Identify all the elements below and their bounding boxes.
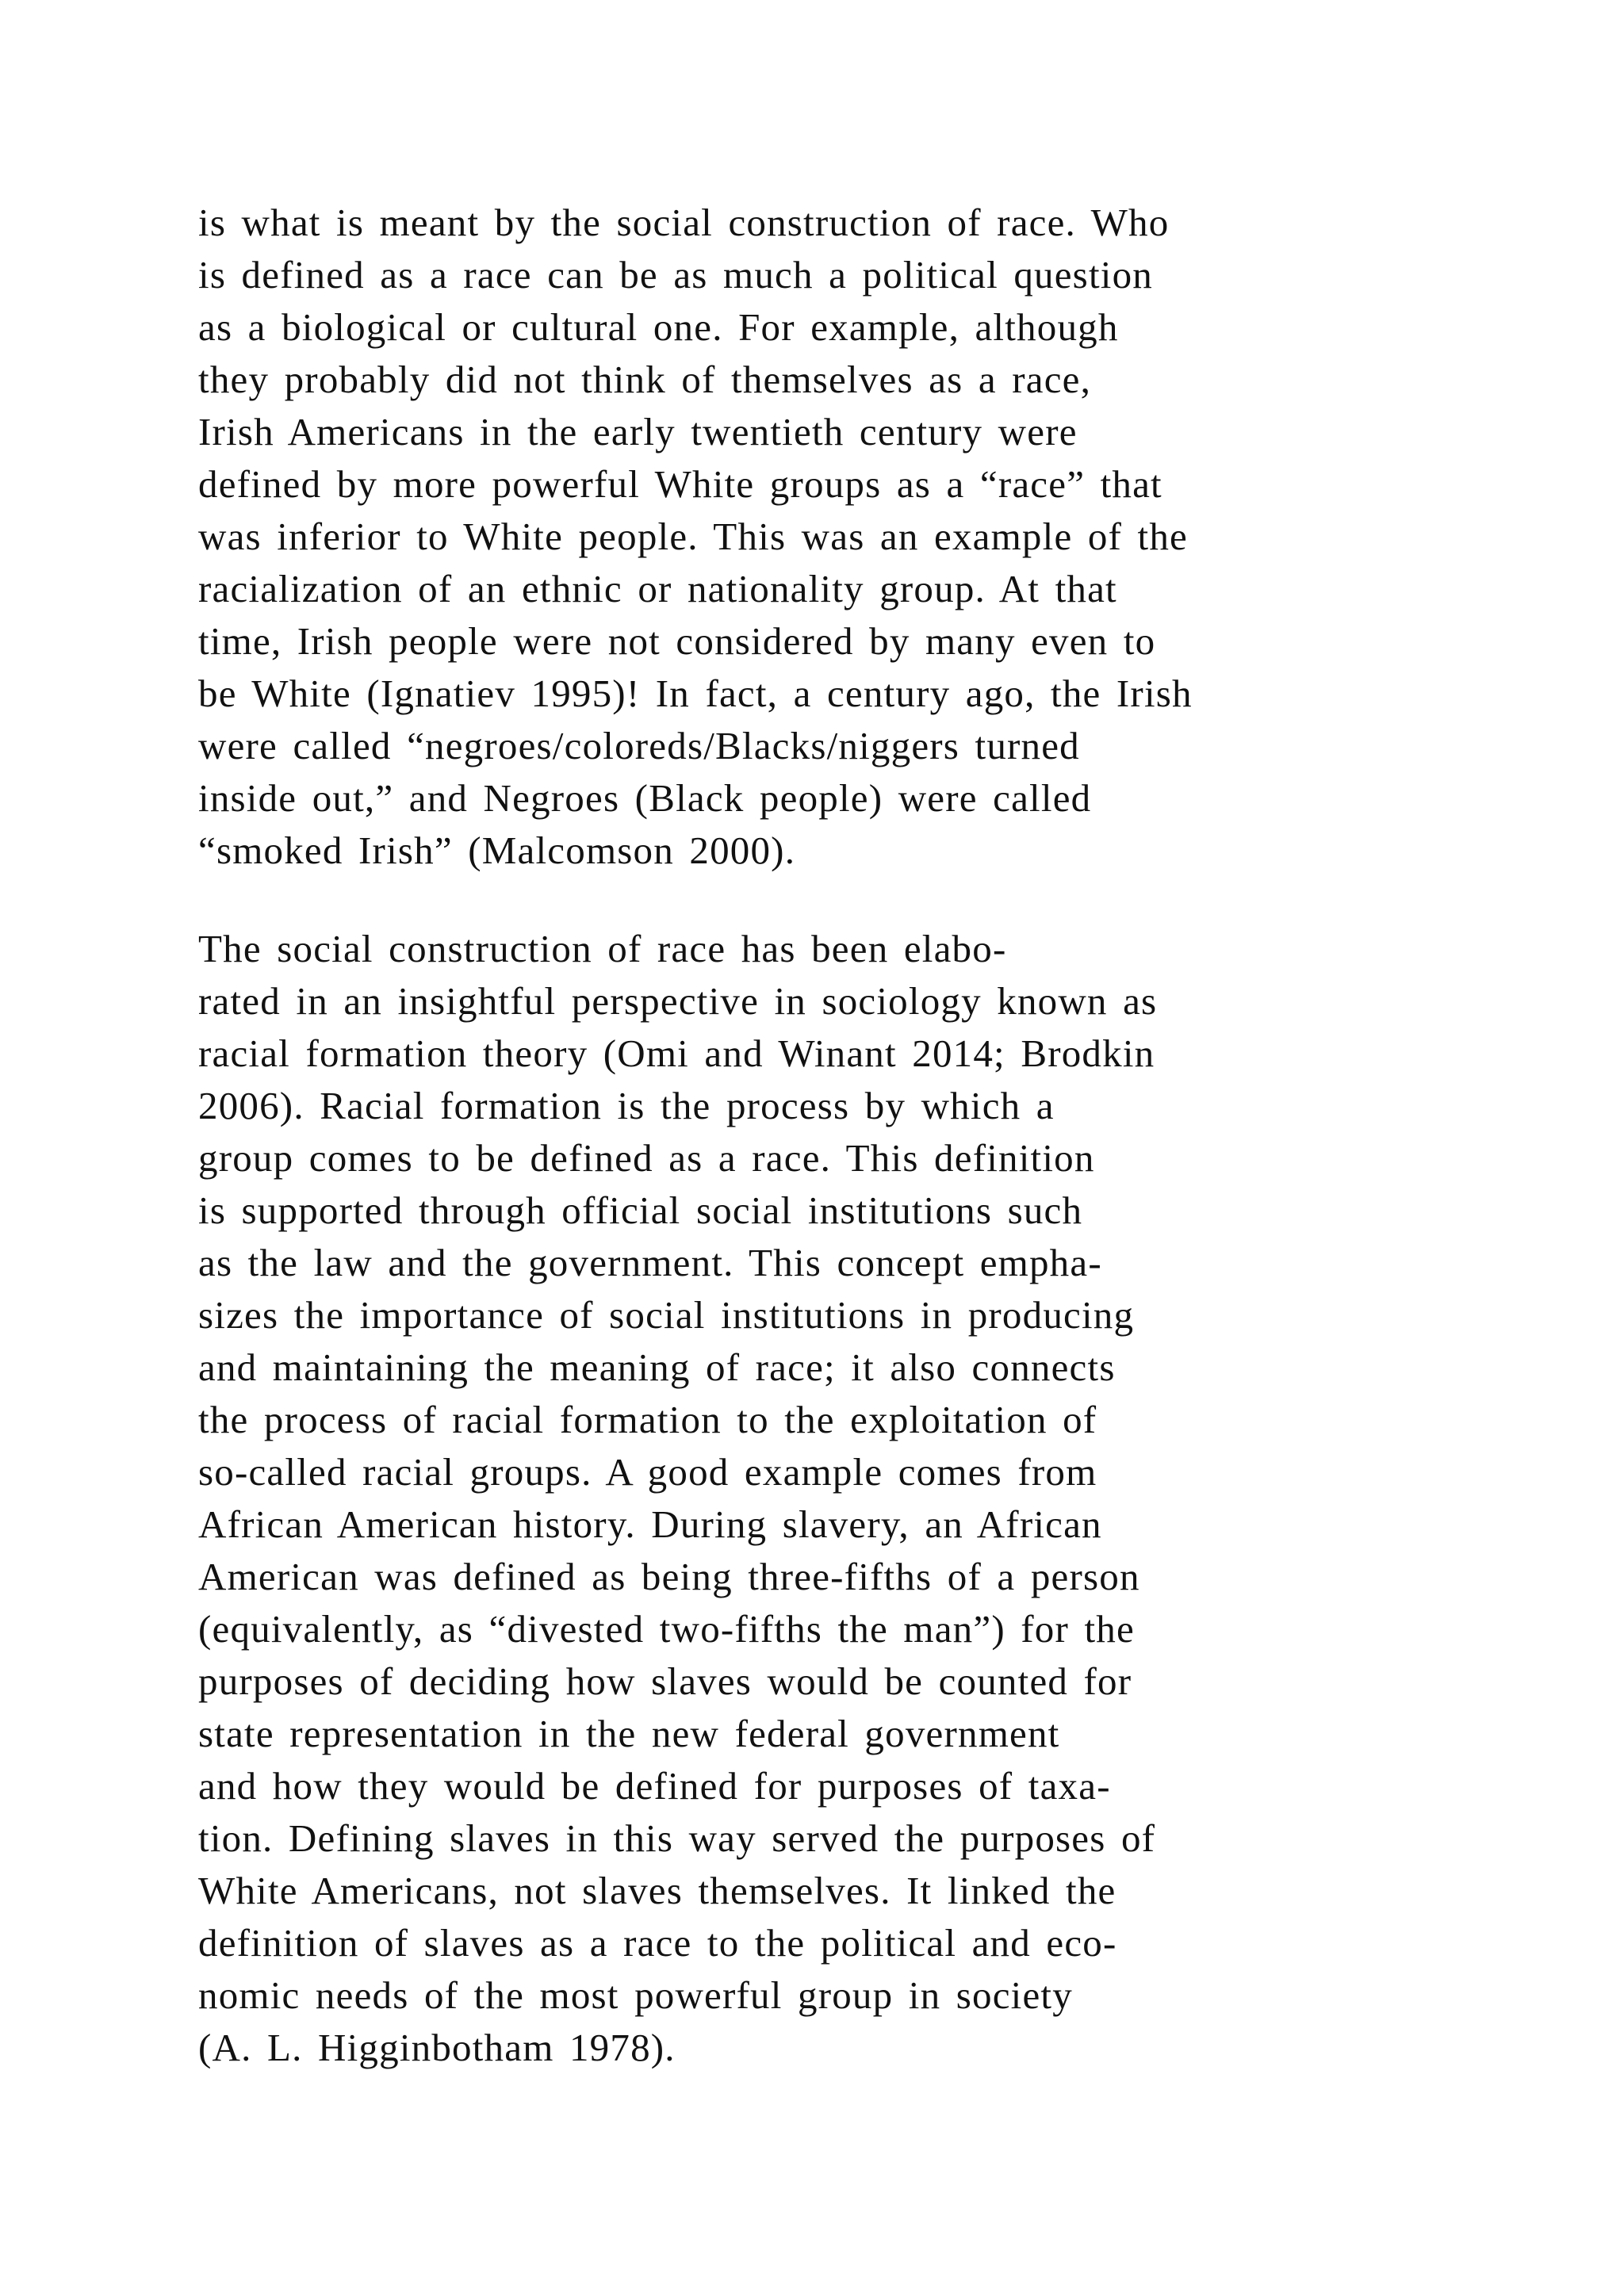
text-line: was inferior to White people. This was an example of the: [198, 515, 1188, 558]
text-line: rated in an insightful perspective in sociology known as: [198, 979, 1158, 1023]
text-line: American was defined as being three-fifths of a person: [198, 1555, 1140, 1598]
text-line: racialization of an ethnic or nationality group. At that: [198, 567, 1117, 610]
paragraph-racial-formation-theory: [198, 923, 1157, 2074]
text-line: purposes of deciding how slaves would be counted for: [198, 1659, 1132, 1703]
text-line: (A. L. Higginbotham 1978).: [198, 2026, 676, 2069]
text-line: sizes the importance of social institutions in producing: [198, 1293, 1135, 1337]
text-line: and maintaining the meaning of race; it also connects: [198, 1345, 1116, 1389]
text-line: defined by more powerful White groups as a “race” that: [198, 462, 1162, 506]
text-line: the process of racial formation to the exploitation of: [198, 1398, 1097, 1441]
text-line: racial formation theory (Omi and Winant 2014; Brodkin: [198, 1031, 1155, 1075]
text-line: as a biological or cultural one. For example, although: [198, 305, 1119, 349]
text-line: White Americans, not slaves themselves. It linked the: [198, 1869, 1116, 1912]
text-line: state representation in the new federal government: [198, 1712, 1060, 1755]
text-line: were called “negroes/coloreds/Blacks/niggers turned: [198, 724, 1080, 767]
text-line: definition of slaves as a race to the political and eco-: [198, 1921, 1117, 1965]
text-line: African American history. During slavery, an African: [198, 1502, 1102, 1546]
text-line: so-called racial groups. A good example comes from: [198, 1450, 1097, 1494]
text-line: The social construction of race has been elabo-: [198, 927, 1007, 970]
text-line: is what is meant by the social construction of race. Who: [198, 201, 1170, 244]
text-line: is supported through official social institutions such: [198, 1188, 1083, 1232]
text-line: tion. Defining slaves in this way served the purposes of: [198, 1816, 1156, 1860]
text-line: as the law and the government. This concept empha-: [198, 1241, 1102, 1284]
text-line: Irish Americans in the early twentieth century were: [198, 410, 1078, 453]
text-line: 2006). Racial formation is the process by which a: [198, 1084, 1055, 1127]
text-line: inside out,” and Negroes (Black people) were called: [198, 776, 1092, 820]
text-line: (equivalently, as “divested two-fifths the man”) for the: [198, 1607, 1135, 1651]
text-line: nomic needs of the most powerful group in society: [198, 1973, 1073, 2017]
paragraph-racialization-irish: [198, 197, 1193, 877]
text-line: is defined as a race can be as much a political question: [198, 253, 1153, 297]
text-line: group comes to be defined as a race. This definition: [198, 1136, 1095, 1180]
text-line: time, Irish people were not considered by many even to: [198, 619, 1156, 663]
text-line: and how they would be defined for purposes of taxa-: [198, 1764, 1111, 1808]
text-line: “smoked Irish” (Malcomson 2000).: [198, 828, 796, 872]
text-line: be White (Ignatiev 1995)! In fact, a century ago, the Irish: [198, 672, 1193, 715]
text-line: they probably did not think of themselves as a race,: [198, 358, 1092, 401]
